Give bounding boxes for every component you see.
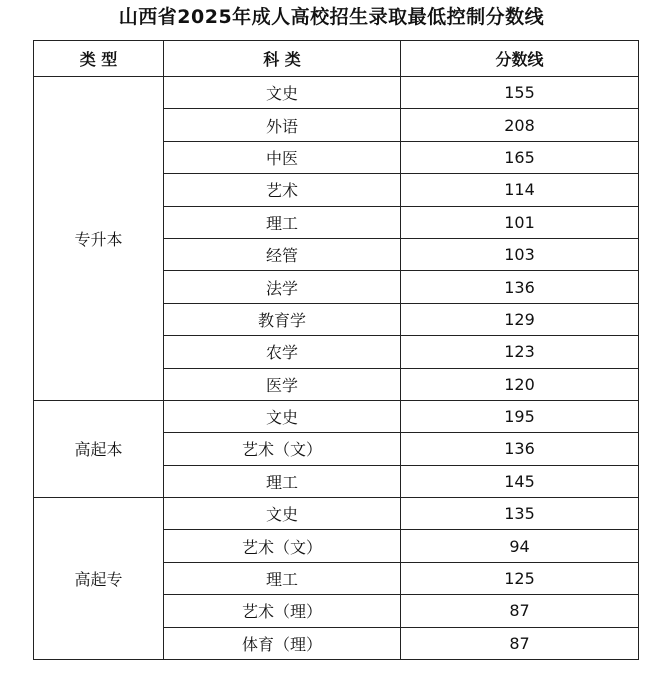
subject-cell: 农学 [164,336,401,368]
subject-cell: 医学 [164,368,401,400]
header-type: 类 型 [34,41,164,77]
subject-cell: 文史 [164,400,401,432]
type-cell-gaoqizhuan: 高起专 [34,498,164,660]
subject-cell: 艺术 [164,174,401,206]
score-cell: 129 [401,303,639,335]
page-title: 山西省2025年成人高校招生录取最低控制分数线 [118,6,545,28]
table-row [34,498,639,530]
header-subject: 科 类 [164,41,401,77]
subject-cell: 艺术（文） [164,530,401,562]
table-row [34,77,639,109]
type-cell-gaoqiben: 高起本 [34,400,164,497]
score-cell: 145 [401,465,639,497]
header-row [34,41,639,77]
subject-cell: 艺术（理） [164,595,401,627]
score-cell: 101 [401,206,639,238]
subject-cell: 法学 [164,271,401,303]
score-cell: 125 [401,562,639,594]
score-cell: 114 [401,174,639,206]
score-cell: 120 [401,368,639,400]
score-cell: 87 [401,595,639,627]
subject-cell: 经管 [164,238,401,270]
score-table [33,40,639,660]
score-cell: 165 [401,141,639,173]
score-cell: 103 [401,238,639,270]
subject-cell: 理工 [164,465,401,497]
subject-cell: 中医 [164,141,401,173]
table-body [34,77,639,660]
table-row [34,400,639,432]
subject-cell: 教育学 [164,303,401,335]
score-cell: 136 [401,433,639,465]
score-cell: 155 [401,77,639,109]
subject-cell: 体育（理） [164,627,401,659]
type-cell-zhuanshengben: 专升本 [34,77,164,401]
subject-cell: 理工 [164,562,401,594]
score-cell: 208 [401,109,639,141]
subject-cell: 文史 [164,77,401,109]
subject-cell: 理工 [164,206,401,238]
header-score: 分数线 [401,41,639,77]
score-cell: 136 [401,271,639,303]
score-cell: 195 [401,400,639,432]
subject-cell: 艺术（文） [164,433,401,465]
subject-cell: 外语 [164,109,401,141]
score-cell: 135 [401,498,639,530]
score-cell: 123 [401,336,639,368]
score-cell: 87 [401,627,639,659]
score-cell: 94 [401,530,639,562]
table-header [34,41,639,77]
subject-cell: 文史 [164,498,401,530]
